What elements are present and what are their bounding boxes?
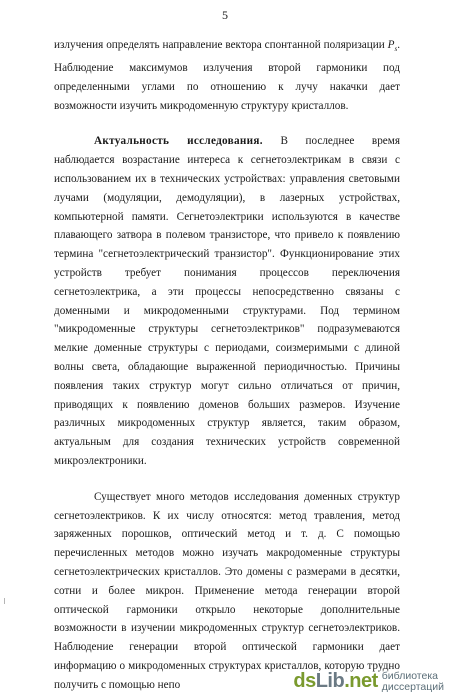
paragraph-intro <box>54 36 400 115</box>
section-heading-relevance: Актуальность исследования. <box>94 135 263 148</box>
paragraph-methods <box>54 488 400 695</box>
document-body <box>54 36 400 695</box>
watermark-site-part: Lib <box>315 670 345 692</box>
watermark-caption <box>382 671 444 693</box>
formula-symbol: P <box>387 39 395 51</box>
intro-text-after: . Наблюдение максимумов излучения второй гармоники под определенными углами по отношению к лучу накачки дает возможности изучить микродоменную структуру кристаллов. <box>54 39 400 112</box>
watermark-site-part: .net <box>344 670 378 692</box>
paragraph-relevance <box>54 132 400 470</box>
margin-mark <box>4 598 5 604</box>
page-number: 5 <box>222 8 228 22</box>
watermark-caption-line: диссертаций <box>381 680 444 693</box>
watermark-site-part: ds <box>293 670 316 692</box>
relevance-text: В последнее время наблюдается возрастание интереса к сегнетоэлектрикам в связи с использованием их в технических устройствах: управления световыми лучами (модуляции, демодуляции), в лазерных устройствах, компьютерной памяти. Сегнетоэлектрики используются в качестве плавающего затвора в полевом транзисторе, что привело к появлению термина "сегнетоэлектрический транзистор". Функционирование этих устройств требует понимания процессов переключения сегнетоэлектрика, а эти процессы непосредственно связаны с доменными и микродоменными структурами. Под термином "микродоменные структуры сегнетоэлектриков" подразумеваются мелкие доменные структуры с периодами, соизмеримыми с длиной волны света, обладающие выраженной периодичностью. Причины появления таких структур могут сильно отличаться от причин, приводящих к появлению доменов больших размеров. Изучение различных микродоменных структур является, таким образом, актуальным для создания технических устройств современной микроэлектроники. <box>54 135 400 467</box>
watermark-site-name <box>293 670 377 693</box>
formula-subscript: s <box>394 45 398 54</box>
watermark-caption-line: библиотека <box>381 669 438 682</box>
watermark-logo <box>293 670 444 693</box>
polarization-vector-formula <box>387 39 398 54</box>
methods-text: Существует много методов исследования доменных структур сегнетоэлектриков. К их числу относятся: метод травления, метод заряженных порошков, оптический метод и т. д. С помощью перечисленных методов можно изучать макродоменные структуры сегнетоэлектрических кристаллов. Это домены с размерами в десятки, сотни и более микрон. Применение метода генерации второй оптической гармоники открыло некоторые дополнительные возможности в изучении микродоменных структур сегнетоэлектриков. Наблюдение генерации второй оптической гармоники дает информацию о микродоменных структурах кристаллов, которую трудно получить с помощью непо <box>54 490 400 691</box>
intro-text-before: излучения определять направление вектора спонтанной поляризации <box>54 39 388 51</box>
